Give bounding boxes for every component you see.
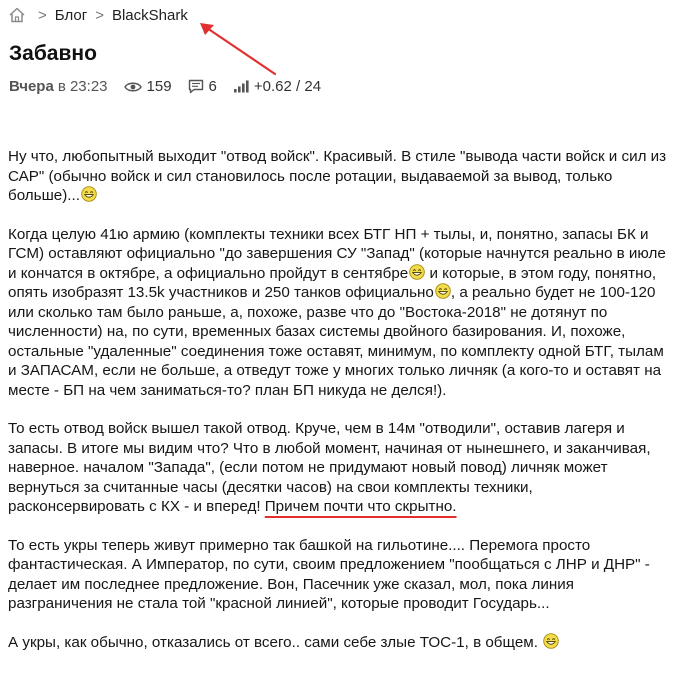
annotation-arrow [190, 18, 280, 78]
smiley-icon [409, 264, 425, 280]
paragraph-text: То есть отвод войск вышел такой отвод. Круче, чем в 14м "отводили", оставив лагеря и запасы. В итоге мы видим что? Что в любой момент, начиная от нынешнего, и заканчивая, наверное. началом "Запада", (если потом не придумают новый повод) личняк может вернуться за считанные часы (десятки часов) на свои комплекты техники, расконсервировать с КХ - и вперед! [8, 420, 651, 515]
comment-icon [188, 79, 204, 94]
post-date-day: Вчера [9, 78, 54, 95]
paragraph-text: , а реально будет не 100-120 или сколько там было раньше, а, похоже, разве что до "Востока-2018" не дотянут по численности) на, по сути, временных базах системы двойного базирования. И, похоже, остальные "удаленные" соединения тоже оставят, минимум, по комплекту одной БТГ, тылам и ЗАПАСАМ, если не больше, а отведут тоже у многих только личняк (а кого-то и оставят на месте - БП на чем заниматься-то? план БП никуда не делся!). [8, 284, 664, 399]
views-value: 159 [146, 78, 172, 95]
post-meta [9, 78, 321, 95]
post-body [8, 147, 670, 671]
eye-icon [124, 81, 142, 93]
paragraph-text: То есть укры теперь живут примерно так башкой на гильотине.... Перемога просто фантастическая. А Император, по сути, своим предложением "пообщаться с ЛНР и ДНР" - делает им последнее предложение. Вон, Пасечник уже сказал, мол, пока линия разграничения не стала той "красной линией", которые проводит Государь... [8, 536, 650, 612]
breadcrumb-separator: > [38, 6, 47, 24]
rating [233, 78, 321, 95]
smiley-icon [435, 283, 451, 299]
paragraph-text: А укры, как обычно, отказались от всего.. сами себе злые ТОС-1, в общем. [8, 633, 543, 651]
rating-value: +0.62 / 24 [253, 78, 322, 95]
paragraph-4 [8, 536, 670, 614]
comments-value: 6 [208, 78, 217, 95]
home-icon[interactable] [8, 6, 26, 24]
breadcrumb-link-blog[interactable]: Блог [54, 6, 88, 24]
breadcrumb-separator: > [95, 6, 104, 24]
post-date-time: в 23:23 [57, 78, 108, 95]
breadcrumb [8, 4, 188, 26]
highlighted-text: Причем почти что скрытно. [264, 498, 457, 515]
smiley-icon [81, 186, 97, 202]
paragraph-text: Когда целую 41ю армию (комплекты техники всех БТГ НП + тылы, и, понятно, запасы БК и ГСМ) оставляют официально "до завершения СУ "Запад" (которые начнутся реально в июле и кончатся в октябре, а официально пройдут в сентябре [8, 225, 666, 282]
signal-bars-icon [233, 80, 249, 93]
comments-count[interactable] [188, 78, 217, 95]
views-count [124, 78, 172, 95]
paragraph-5 [8, 633, 670, 653]
paragraph-text: Ну что, любопытный выходит "отвод войск". Красивый. В стиле "вывода части войск и сил из САР" (обычно войск и сил становилось после ротации, выдаваемой за вывод, только больше)... [8, 148, 667, 204]
paragraph-1 [8, 147, 670, 206]
smiley-icon [543, 633, 559, 649]
paragraph-text: и которые, в этом году, понятно, опять изобразят 13.5k участников и 250 танков официально [8, 264, 657, 301]
post-title: Забавно [9, 42, 97, 65]
paragraph-3 [8, 419, 670, 517]
paragraph-2 [8, 225, 670, 401]
breadcrumb-link-blackshark[interactable]: BlackShark [111, 6, 188, 24]
